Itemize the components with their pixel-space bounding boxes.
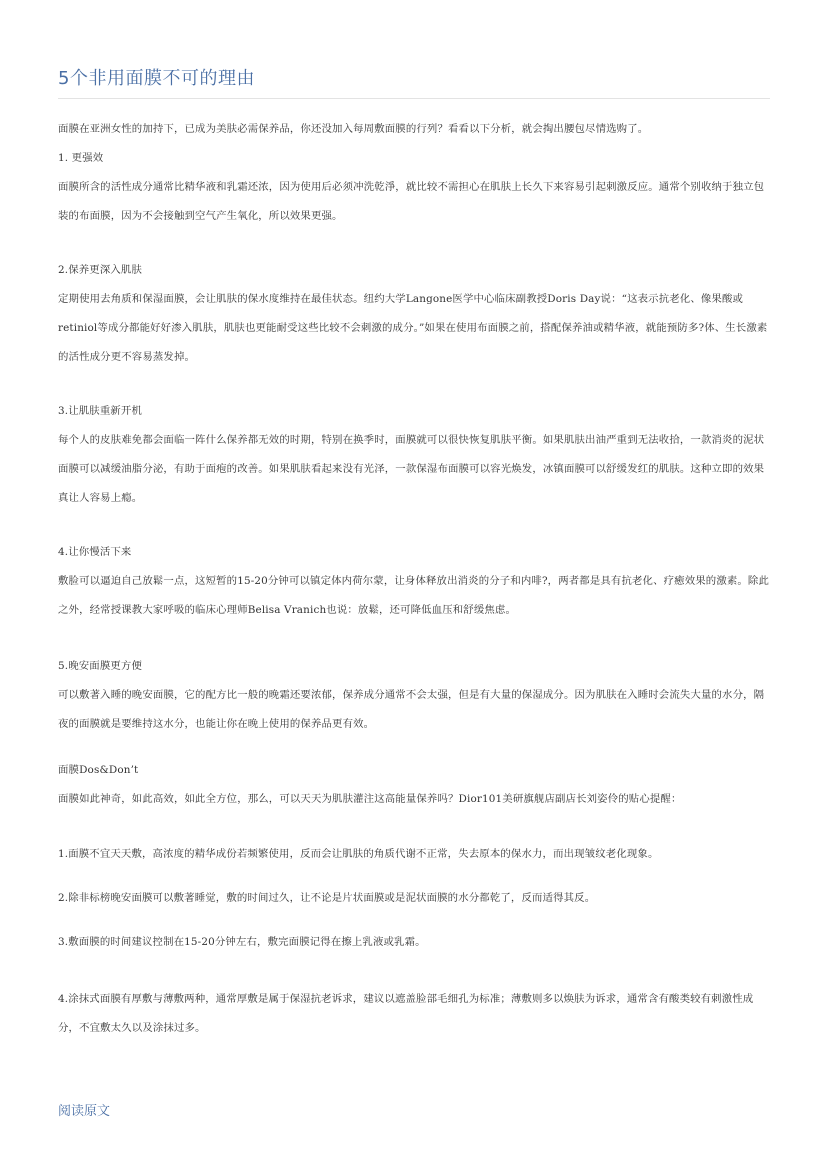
dos-intro: 面膜如此神奇，如此高效，如此全方位，那么，可以天天为肌肤灌注这高能量保养吗？Dior101美研旗舰店副店长刘姿伶的贴心提醒： [58,793,682,805]
section-1-heading: 1. 更强效 [58,152,104,164]
section-5-body: 可以敷著入睡的晚安面膜，它的配方比一般的晚霜还要浓郁，保养成分通常不会太强，但是有大量的保湿成分。因为肌肤在入睡时会流失大量的水分，隔夜的面膜就是要维持这水分，也能让你在晚上使用的保养品更有效。 [58,689,765,730]
section-1-body: 面膜所含的活性成分通常比精华液和乳霜还浓，因为使用后必须冲洗乾淨，就比较不需担心在肌肤上长久下来容易引起刺激反应。通常个别收纳于独立包装的布面膜，因为不会接触到空气产生氧化，所以效果更强。 [58,181,765,222]
section-3-heading: 3.让肌肤重新开机 [58,405,142,417]
section-4-body: 敷脸可以逼迫自己放鬆一点，这短暂的15-20分钟可以镇定体内荷尔蒙，让身体释放出消炎的分子和内啡?，两者都是具有抗老化、疗癒效果的激素。除此之外，经常授课教大家呼吸的临床心理师Belisa Vranich也说：放鬆，还可降低血压和舒缓焦虑。 [58,575,770,616]
title-divider [58,98,770,99]
tip-4: 4.涂抹式面膜有厚敷与薄敷两种，通常厚敷是属于保湿抗老诉求，建议以遮盖脸部毛细孔为标准；薄敷则多以焕肤为诉求，通常含有酸类较有刺激性成分，不宜敷太久以及涂抹过多。 [58,993,754,1034]
dos-heading: 面膜Dos&Don’t [58,764,139,776]
intro-paragraph: 面膜在亚洲女性的加持下，已成为美肤必需保养品，你还没加入每周敷面膜的行列？看看以下分析，就会掏出腰包尽情选购了。 [58,123,649,135]
tip-1: 1.面膜不宜天天敷，高浓度的精华成份若频繁使用，反而会让肌肤的角质代谢不正常，失去原本的保水力，而出现皱纹老化现象。 [58,848,659,860]
article-title: 5个非用面膜不可的理由 [58,68,255,89]
section-2-heading: 2.保养更深入肌肤 [58,264,142,276]
section-4-heading: 4.让你慢活下来 [58,546,132,558]
tip-3: 3.敷面膜的时间建议控制在15-20分钟左右，敷完面膜记得在擦上乳液或乳霜。 [58,936,426,948]
section-2-body: 定期使用去角质和保湿面膜，会让肌肤的保水度维持在最佳状态。纽约大学Langone医学中心临床副教授Doris Day说：“这表示抗老化、像果酸或retiniol等成分都能好好渗入肌肤，肌肤也更能耐受这些比较不会刺激的成分。”如果在使用布面膜之前，搭配保养油或精华液，就能预防多?体、生长激素的活性成分更不容易蒸发掉。 [58,293,768,363]
section-5-heading: 5.晚安面膜更方便 [58,660,142,672]
read-original-link[interactable]: 阅读原文 [58,1104,111,1119]
tip-2: 2.除非标榜晚安面膜可以敷著睡觉，敷的时间过久，让不论是片状面膜或是泥状面膜的水分都乾了，反而适得其反。 [58,892,596,904]
section-3-body: 每个人的皮肤难免都会面临一阵什么保养都无效的时期，特别在换季时，面膜就可以很快恢复肌肤平衡。如果肌肤出油严重到无法收拾，一款消炎的泥状面膜可以减缓油脂分泌，有助于面疱的改善。如果肌肤看起来没有光泽，一款保湿布面膜可以容光焕发，冰镇面膜可以舒缓发红的肌肤。这种立即的效果真让人容易上瘾。 [58,434,765,504]
